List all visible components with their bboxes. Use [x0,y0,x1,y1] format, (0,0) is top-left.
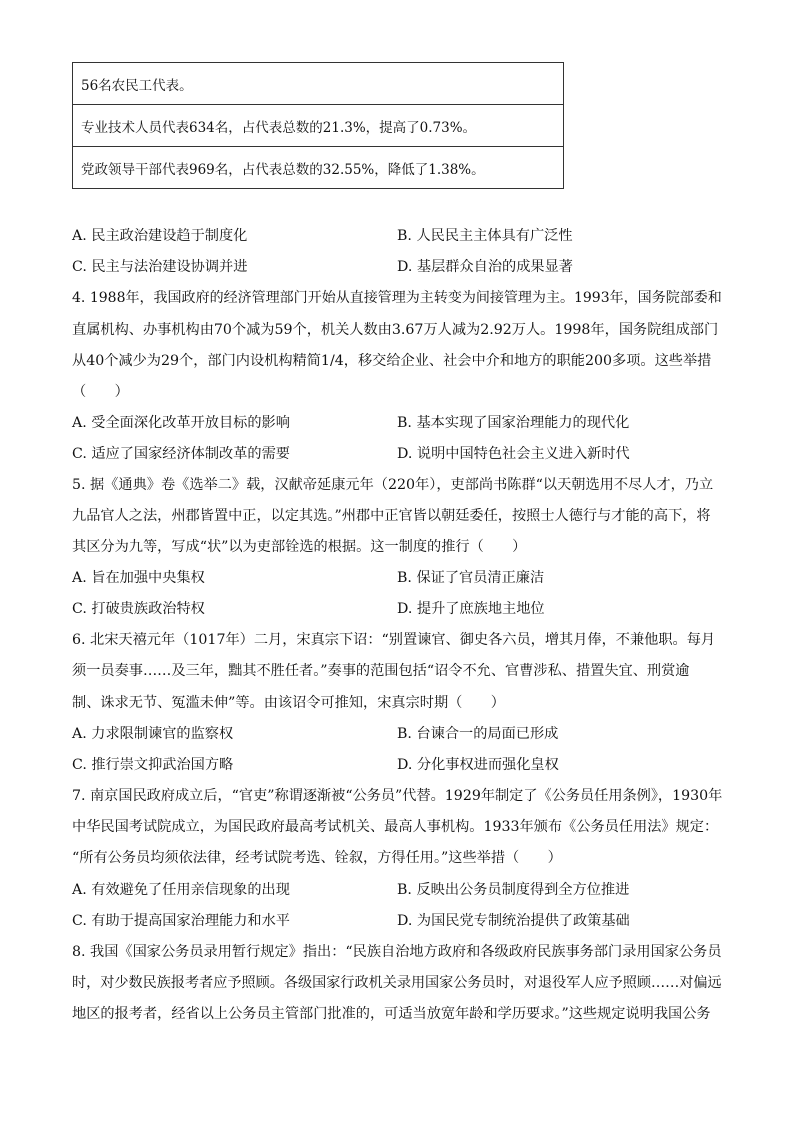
q5-stem-line: 5. 据《通典》卷《选举二》载，汉献帝延康元年（220年），吏部尚书陈群“以天朝选用不尽人才，乃立 [72,477,714,493]
q6-option-b[interactable]: B. 台谏合一的局面已形成 [397,726,559,742]
q3-options-row-2 [72,256,722,278]
q6-stem-line: 须一员奏事……及三年，黜其不胜任者。”奏事的范围包括“诏令不允、官曹涉私、措置失宜、刑赏逾 [72,663,690,679]
q8-stem-line: 地区的报考者，经省以上公务员主管部门批准的，可适当放宽年龄和学历要求。”这些规定说明我国公务 [72,1006,711,1022]
q3-option-d[interactable]: D. 基层群众自治的成果显著 [397,259,573,275]
q6-options-row-1 [72,723,722,745]
q6-option-d[interactable]: D. 分化事权进而强化皇权 [397,757,559,773]
q7-stem-line: 7. 南京国民政府成立后，“官吏”称谓逐渐被“公务员”代替。1929年制定了《公务员任用条例》，1930年 [72,788,723,804]
table-row [73,147,564,189]
q5-option-b[interactable]: B. 保证了官员清正廉洁 [397,570,545,586]
q5-option-a[interactable]: A. 旨在加强中央集权 [72,570,205,586]
q3-options-row-1 [72,225,722,247]
table-cell: 专业技术人员代表634名，占代表总数的21.3%，提高了0.73%。 [73,105,564,147]
q4-options-row-1 [72,412,722,434]
q4-stem-line: 4. 1988年，我国政府的经济管理部门开始从直接管理为主转变为间接管理为主。1993年，国务院部委和 [72,290,722,306]
q8-stem-line: 8. 我国《国家公务员录用暂行规定》指出：“民族自治地方政府和各级政府民族事务部门录用国家公务员 [72,944,722,960]
q6-options-row-2 [72,754,722,776]
q5-stem-line: 其区分为九等，写成“状”以为吏部铨选的根据。这一制度的推行（ ） [72,539,527,555]
q4-option-d[interactable]: D. 说明中国特色社会主义进入新时代 [397,446,630,462]
q4-stem-line: 从40个减少为29个，部门内设机构精简1/4，移交给企业、社会中介和地方的职能200多项。这些举措 [72,353,712,369]
q7-option-c[interactable]: C. 有助于提高国家治理能力和水平 [72,913,290,929]
q4-option-b[interactable]: B. 基本实现了国家治理能力的现代化 [397,415,630,431]
table-cell: 56名农民工代表。 [73,63,564,105]
q6-stem-line: 6. 北宋天禧元年（1017年）二月，宋真宗下诏：“别置谏官、御史各六员，增其月俸，不兼他职。每月 [72,632,716,648]
q6-option-a[interactable]: A. 力求限制谏官的监察权 [72,726,234,742]
q4-answer-blank: （ ） [72,384,129,400]
q3-option-c[interactable]: C. 民主与法治建设协调并进 [72,259,248,275]
table-row [73,63,564,105]
q4-options-row-2 [72,443,722,465]
q8-stem-line: 时，对少数民族报考者应予照顾。各级国家行政机关录用国家公务员时，对退役军人应予照顾……对偏远 [72,975,722,991]
q7-option-a[interactable]: A. 有效避免了任用亲信现象的出现 [72,882,290,898]
q7-option-d[interactable]: D. 为国民党专制统治提供了政策基础 [397,913,630,929]
q5-options-row-1 [72,567,722,589]
q7-options-row-2 [72,910,722,932]
q3-option-b[interactable]: B. 人民民主主体具有广泛性 [397,228,573,244]
q5-stem-line: 九品官人之法，州郡皆置中正，以定其选。”州郡中正官皆以朝廷委任，按照士人德行与才能的高下，将 [72,508,711,524]
q4-option-c[interactable]: C. 适应了国家经济体制改革的需要 [72,446,290,462]
table-row [73,105,564,147]
q6-option-c[interactable]: C. 推行崇文抑武治国方略 [72,757,234,773]
q5-option-d[interactable]: D. 提升了庶族地主地位 [397,601,545,617]
q7-option-b[interactable]: B. 反映出公务员制度得到全方位推进 [397,882,630,898]
q7-stem-line: “所有公务员均须依法律，经考试院考选、铨叙，方得任用。”这些举措（ ） [72,850,562,866]
q7-stem-line: 中华民国考试院成立，为国民政府最高考试机关、最高人事机构。1933年颁布《公务员任用法》规定： [72,819,719,835]
q6-stem-line: 制、诛求无节、冤滥未伸”等。由该诏令可推知，宋真宗时期（ ） [72,695,505,711]
q7-options-row-1 [72,879,722,901]
delegate-statistics-table [72,62,564,189]
q4-stem-line: 直属机构、办事机构由70个减为59个，机关人数由3.67万人减为2.92万人。1998年，国务院组成部门 [72,322,719,338]
table-cell: 党政领导干部代表969名，占代表总数的32.55%，降低了1.38%。 [73,147,564,189]
q5-options-row-2 [72,598,722,620]
q5-option-c[interactable]: C. 打破贵族政治特权 [72,601,205,617]
q3-option-a[interactable]: A. 民主政治建设趋于制度化 [72,228,248,244]
q4-option-a[interactable]: A. 受全面深化改革开放目标的影响 [72,415,290,431]
